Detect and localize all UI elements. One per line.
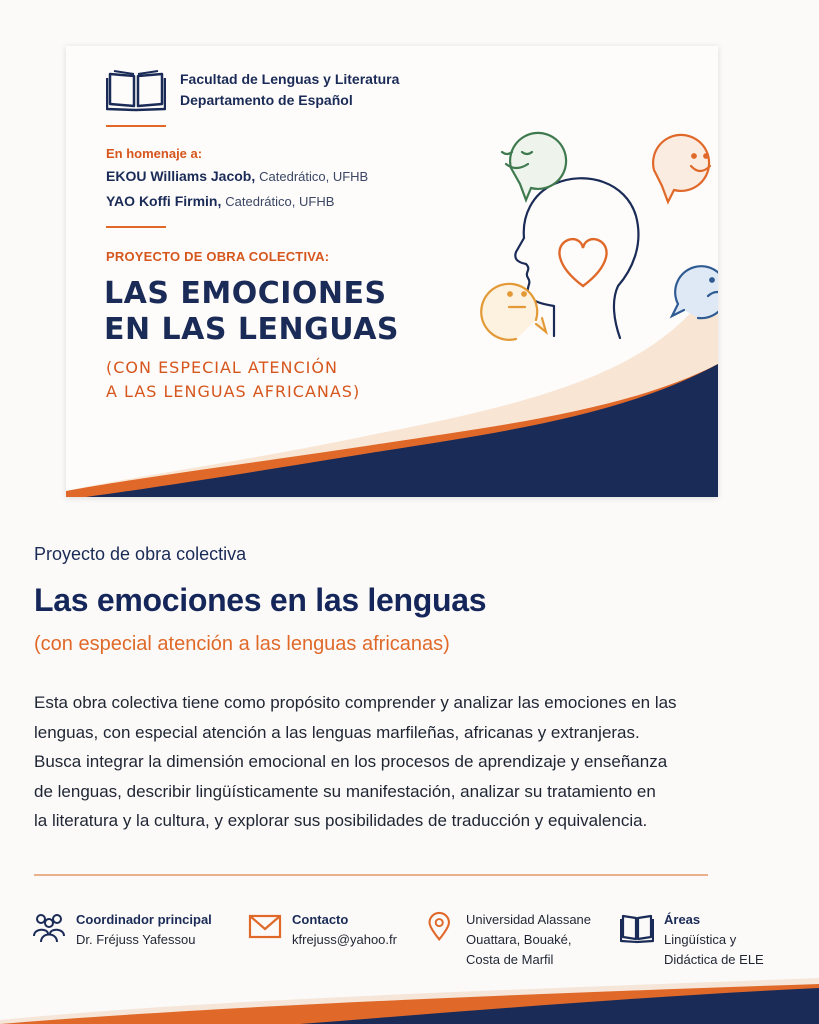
contact-email[interactable]: kfrejuss@yahoo.fr	[292, 932, 397, 947]
sad-face-bubble-icon	[672, 266, 718, 318]
areas-line: Didáctica de ELE	[664, 952, 764, 967]
contact-label: Contacto	[292, 912, 349, 927]
description-line: Esta obra colectiva tiene como propósito comprender y analizar las emociones en las	[34, 693, 677, 712]
page-subtitle: (con especial atención a las lenguas africanas)	[34, 633, 450, 655]
location-line: Costa de Marfil	[466, 952, 554, 967]
happy-face-bubble-icon	[653, 135, 709, 202]
honoree-1	[106, 168, 368, 184]
neutral-face-bubble-icon	[481, 284, 546, 340]
banner-title	[104, 276, 399, 348]
banner-subtitle-line: (CON ESPECIAL ATENCIÓN	[106, 358, 338, 377]
section-divider	[34, 874, 708, 876]
calm-face-bubble-icon	[502, 133, 566, 200]
description-line: de lenguas, describir lingüísticamente su manifestación, analizar su tratamiento en	[34, 781, 656, 801]
location-line: Universidad Alassane	[466, 912, 592, 927]
description-line: Busca integrar la dimensión emocional en los procesos de aprendizaje y enseñanza	[34, 752, 668, 771]
faculty-header	[106, 68, 399, 112]
heart-icon	[559, 239, 606, 286]
project-description	[34, 688, 724, 836]
emotions-illustration	[436, 106, 718, 346]
areas-label: Áreas	[664, 912, 701, 927]
tribute-label: En homenaje a:	[106, 146, 203, 161]
description-line: lenguas, con especial atención a las lenguas marfileñas, africanas y extranjeras.	[34, 722, 640, 742]
project-label: PROYECTO DE OBRA COLECTIVA:	[106, 249, 330, 264]
banner-subtitle	[106, 356, 360, 404]
coordinator-info	[32, 910, 212, 950]
orange-rule-2	[106, 226, 166, 228]
faculty-name: Facultad de Lenguas y Literatura	[180, 71, 400, 87]
honoree-role: Catedrático, UFHB	[225, 194, 335, 209]
honoree-name: YAO Koffi Firmin,	[106, 193, 222, 209]
orange-rule-1	[106, 125, 166, 127]
honoree-name: EKOU Williams Jacob,	[106, 168, 256, 184]
location-line: Ouattara, Bouaké,	[466, 932, 572, 947]
project-banner	[66, 46, 718, 497]
honoree-role: Catedrático, UFHB	[259, 169, 369, 184]
section-kicker: Proyecto de obra colectiva	[34, 544, 247, 564]
location-pin-icon	[426, 910, 456, 944]
open-book-icon	[106, 68, 166, 112]
banner-title-line: LAS EMOCIONES	[104, 276, 387, 311]
department-name: Departamento de Español	[180, 92, 353, 108]
honoree-2	[106, 193, 334, 209]
mail-icon	[248, 910, 282, 944]
page-title: Las emociones en las lenguas	[34, 582, 487, 618]
description-line: la literatura y la cultura, y explorar sus posibilidades de traducción y equivalencia.	[34, 811, 648, 830]
coordinator-name: Dr. Fréjuss Yafessou	[76, 932, 196, 947]
people-icon	[32, 910, 66, 944]
contact-info	[248, 910, 397, 950]
banner-title-line: EN LAS LENGUAS	[104, 312, 400, 347]
open-book-icon	[620, 910, 654, 944]
footer-wave-decoration	[0, 960, 819, 1024]
banner-subtitle-line: A LAS LENGUAS AFRICANAS)	[106, 382, 361, 401]
areas-line: Lingüística y	[664, 932, 737, 947]
coordinator-label: Coordinador principal	[76, 912, 212, 927]
